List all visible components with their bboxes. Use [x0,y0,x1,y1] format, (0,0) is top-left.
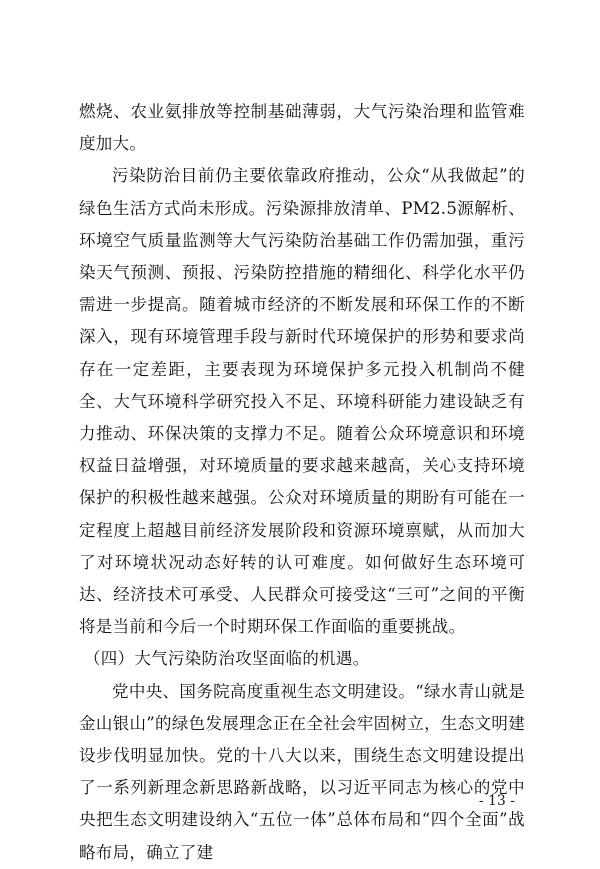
paragraph-continuation: 燃烧、农业氨排放等控制基础薄弱，大气污染治理和监管难度加大。 [79,102,525,154]
paragraph-ecological-civilization: 党中央、国务院高度重视生态文明建设。“绿水青山就是金山银山”的绿色发展理念正在全社会牢固树立，生态文明建设步伐明显加快。党的十八大以来，围绕生态文明建设提出了一系列新理念新思路新战略，以习近平同志为核心的党中央把生态文明建设纳入“五位一体”总体布局和“四个全面”战略布局，确立了建 [79,681,525,862]
section-heading: （四）大气污染防治攻坚面临的机遇。 [83,649,370,669]
document-body [79,96,525,869]
page-number: - 13 - [478,793,515,809]
paragraph-pollution-prevention: 污染防治目前仍主要依靠政府推动，公众“从我做起”的绿色生活方式尚未形成。污染源排放清单、PM2.5源解析、环境空气质量监测等大气污染防治基础工作仍需加强，重污染天气预测、预报、污染防控措施的精细化、科学化水平仍需进一步提高。随着城市经济的不断发展和环保工作的不断深入，现有环境管理手段与新时代环境保护的形势和要求尚存在一定差距，主要表现为环境保护多元投入机制尚不健全、大气环境科学研究投入不足、环境科研能力建设缺乏有力推动、环保决策的支撑力不足。随着公众环境意识和环境权益日益增强，对环境质量的要求越来越高，关心支持环境保护的积极性越来越强。公众对环境质量的期盼有可能在一定程度上超越目前经济发展阶段和资源环境禀赋，从而加大了对环境状况动态好转的认可难度。如何做好生态环境可达、经济技术可承受、人民群众可接受这“三可”之间的平衡将是当前和今后一个时期环保工作面临的重要挑战。 [79,166,525,637]
